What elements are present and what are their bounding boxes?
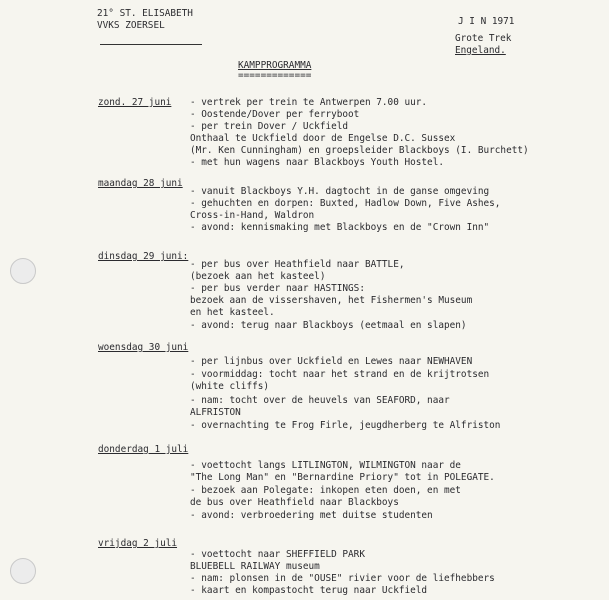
program-line: (white cliffs) [190, 381, 270, 392]
trip-line-1: Grote Trek [455, 33, 512, 44]
punch-hole [10, 558, 36, 584]
program-line: - avond: terug naar Blackboys (eetmaal en slapen) [190, 320, 467, 331]
punch-hole [10, 258, 36, 284]
program-line: - per bus verder naar HASTINGS: [190, 283, 365, 294]
day-label: zond. 27 juni [98, 97, 172, 108]
program-line: - vertrek per trein te Antwerpen 7.00 uur. [190, 97, 428, 108]
program-line: (bezoek aan het kasteel) [190, 271, 326, 282]
document-title: KAMPPROGRAMMA [238, 60, 312, 71]
program-line: - avond: verbroedering met duitse studenten [190, 510, 433, 521]
program-line: - per bus over Heathfield naar BATTLE, [190, 259, 405, 270]
program-line: - per trein Dover / Uckfield [190, 121, 349, 132]
program-line: - voettocht langs LITLINGTON, WILMINGTON naar de [190, 460, 461, 471]
program-line: - nam: tocht over de heuvels van SEAFORD, naar [190, 395, 450, 406]
program-line: - gehuchten en dorpen: Buxted, Hadlow Down, Five Ashes, [190, 198, 501, 209]
program-line: - vanuit Blackboys Y.H. dagtocht in de ganse omgeving [190, 186, 490, 197]
program-line: - per lijnbus over Uckfield en Lewes naar NEWHAVEN [190, 356, 473, 367]
day-label: dinsdag 29 juni: [98, 251, 189, 262]
program-line: - met hun wagens naar Blackboys Youth Hostel. [190, 157, 444, 168]
program-line: - bezoek aan Polegate: inkopen eten doen, en met [190, 485, 461, 496]
header-rule [100, 44, 202, 45]
day-label: woensdag 30 juni [98, 342, 189, 353]
program-line: - Oostende/Dover per ferryboot [190, 109, 360, 120]
day-label: donderdag 1 juli [98, 444, 189, 455]
program-line: - nam: plonsen in de "OUSE" rivier voor de liefhebbers [190, 573, 495, 584]
program-line: Cross-in-Hand, Waldron [190, 210, 315, 221]
title-underline: ============= [238, 70, 312, 81]
program-line: "The Long Man" en "Bernardine Priory" tot in POLEGATE. [190, 472, 495, 483]
program-line: en het kasteel. [190, 307, 275, 318]
trip-line-2: Engeland. [455, 45, 506, 56]
program-line: - kaart en kompastocht terug naar Uckfield [190, 585, 428, 596]
program-line: Onthaal te Uckfield door de Engelse D.C. Sussex [190, 133, 456, 144]
day-label: vrijdag 2 juli [98, 538, 178, 549]
program-line: - avond: kennismaking met Blackboys en de "Crown Inn" [190, 222, 490, 233]
org-line-2: VVKS ZOERSEL [97, 20, 165, 31]
document-date: J I N 1971 [458, 16, 515, 27]
program-line: ALFRISTON [190, 407, 241, 418]
program-line: (Mr. Ken Cunningham) en groepsleider Blackboys (I. Burchett) [190, 145, 529, 156]
org-line-1: 21° ST. ELISABETH [97, 8, 193, 19]
program-line: - voettocht naar SHEFFIELD PARK [190, 549, 365, 560]
program-line: BLUEBELL RAILWAY museum [190, 561, 320, 572]
program-line: - voormiddag: tocht naar het strand en de krijtrotsen [190, 369, 490, 380]
program-line: - overnachting te Frog Firle, jeugdherberg te Alfriston [190, 420, 501, 431]
day-label: maandag 28 juni [98, 178, 183, 189]
program-line: bezoek aan de vissershaven, het Fishermen's Museum [190, 295, 473, 306]
program-line: de bus over Heathfield naar Blackboys [190, 497, 399, 508]
